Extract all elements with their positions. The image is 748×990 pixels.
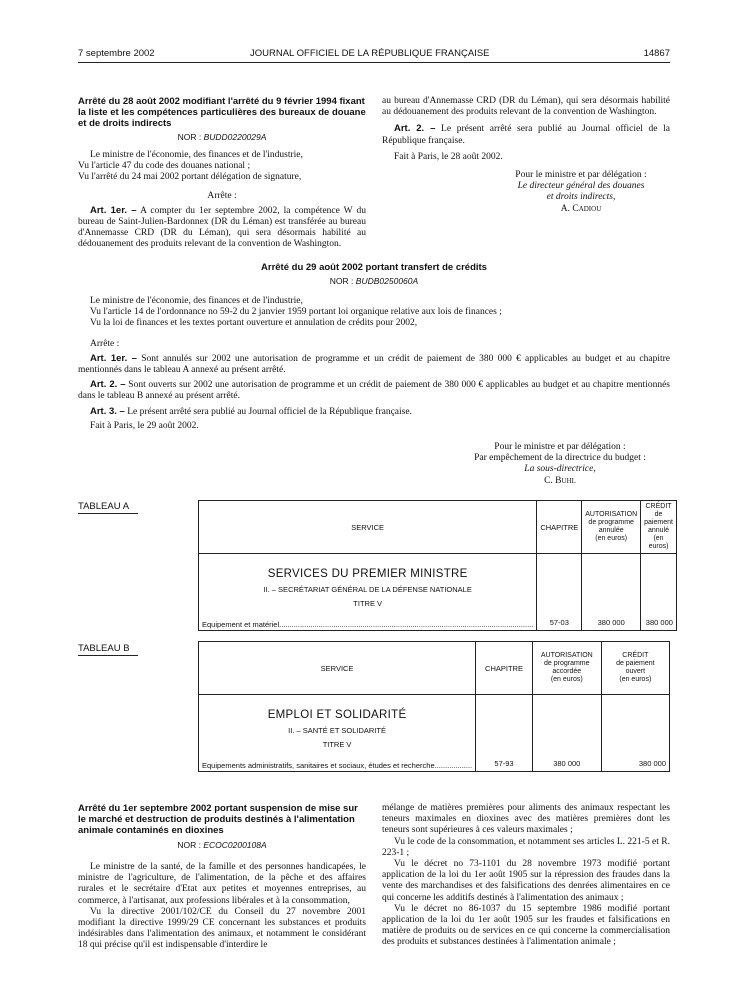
tableau-a-label: TABLEAU A	[78, 501, 130, 512]
tableau-a-cp-value: 380 000	[641, 554, 677, 631]
arrete3-col2-para-4: Vu le décret no 86-1037 du 15 septembre 1986 modifié portant application de la loi du 1er août 1905 sur les fraudes et falsifications en matière de produits ou de services en ce qui concerne la commercialisation des produits et substances destinées à l'alimentation animale ;	[382, 903, 670, 948]
header-rule	[78, 62, 670, 63]
header-page-number: 14867	[643, 48, 670, 59]
arrete1-article-1-continued: au bureau d'Annemasse CRD (DR du Léman), qui sera désormais habilité au dédouanement des produits relevant de la convention de Washington.	[382, 96, 670, 118]
header-journal: JOURNAL OFFICIEL DE LA RÉPUBLIQUE FRANÇAISE	[250, 48, 490, 59]
arrete3-col2-para-3: Vu le décret no 73-1101 du 28 novembre 1973 modifié portant application de la loi du 1er août 1905 sur la répression des fraudes dans la vente des marchandises et des falsifications des denrées alimentaires en ce qui concerne les additifs destinés à l'alimentation des animaux ;	[382, 859, 670, 903]
arrete1-signature: Pour le ministre et par délégation : Le directeur général des douanes et droits indirects, A. Cadiou	[515, 170, 647, 214]
tableau-a-section: II. – SECRÉTARIAT GÉNÉRAL DE LA DÉFENSE NATIONALE	[263, 585, 472, 594]
tableau-b-col-service: SERVICE	[199, 642, 476, 695]
tableau-b-label-rule	[78, 655, 138, 656]
tableau-a-row-label: Equipement et matériel..........................................................................................................................	[202, 620, 534, 629]
tableau-b-chapitre: 57-93	[476, 695, 533, 772]
arrete2-signature: Pour le ministre et par délégation : Par empêchement de la directrice du budget : La sous-directrice, C. Buhl	[474, 442, 646, 486]
arrete2-nor: NOR : BUDB0250060A	[329, 276, 419, 286]
arrete3-para-2: Vu la directive 2001/102/CE du Conseil du 27 novembre 2001 modifiant la directive 1999/29 CE concernant les substances et produits indésirables dans l'alimentation des animaux, et notamment le considérant 18 qui précise qu'il est indispensable d'interdire le	[78, 906, 366, 951]
arrete3-left-column	[78, 803, 366, 952]
header-date: 7 septembre 2002	[78, 48, 155, 59]
tableau-a-label-rule	[78, 513, 138, 514]
tableau-a-col-service: SERVICE	[199, 501, 537, 554]
arrete2-body: Le ministre de l'économie, des finances et de l'industrie, Vu l'article 14 de l'ordonnance no 59-2 du 2 janvier 1959 portant loi organique relative aux lois de finances ; Vu la loi de finances et les textes portant ouverture et annulation de crédits pour 2002, Arrête : Art. 1er. – Sont annulés sur 2002 une autorisation de programme et un crédit de paiement de 380 000 € applicables au budget et au chapitre mentionnés dans le tableau A annexé au présent arrêté. Art. 2. – Sont ouverts sur 2002 une autorisation de programme et un crédit de paiement de 380 000 € applicables au budget et au chapitre mentionnés dans le tableau B annexé au présent arrêté. Art. 3. – Le présent arrêté sera publié au Journal officiel de la République française. Fait à Paris, le 29 août 2002.	[78, 296, 671, 431]
tableau-b-ap-value: 380 000	[532, 695, 601, 772]
tableau-b-ministry: EMPLOI ET SOLIDARITÉ	[267, 709, 407, 721]
tableau-b	[198, 641, 670, 772]
arrete2-article-2: Art. 2. – Sont ouverts sur 2002 une autorisation de programme et un crédit de paiement de 380 000 € applicables au budget et au chapitre mentionnés dans le tableau B annexé au présent arrêté.	[78, 379, 670, 402]
arrete1-arrete-word: Arrête :	[207, 190, 237, 201]
arrete3-col2-para-2: Vu le code de la consommation, et notamment ses articles L. 221-5 et R. 223-1 ;	[382, 836, 670, 858]
arrete3-nor: NOR : ECOC0200108A	[177, 840, 267, 850]
tableau-b-titre: TITRE V	[322, 740, 352, 749]
tableau-b-section: II. – SANTÉ ET SOLIDARITÉ	[288, 726, 386, 735]
tableau-b-cp-value: 380 000	[601, 695, 669, 772]
tableau-a-titre: TITRE V	[353, 599, 383, 608]
tableau-a-ap-value: 380 000	[582, 554, 641, 631]
tableau-b-col-chapitre: CHAPITRE	[476, 642, 533, 695]
tableau-a-col-ap: AUTORISATION de programme annulée (en euros)	[582, 501, 641, 554]
tableau-b-label: TABLEAU B	[78, 643, 130, 654]
tableau-b-row-label: Equipements administratifs, sanitaires et sociaux, études et recherche..................	[202, 761, 473, 770]
arrete3-para-1: Le ministre de la santé, de la famille et des personnes handicapées, le ministre de l'agriculture, de l'alimentation, de la pêche et des affaires rurales et le secrétaire d'Etat aux petites et moyennes entreprises, au commerce, à l'artisanat, aux professions libérales et à la consommation,	[78, 862, 366, 906]
arrete1-visas: Le ministre de l'économie, des finances et de l'industrie, Vu l'article 47 du code des douanes national ; Vu l'arrêté du 24 mai 2002 portant délégation de signature,	[78, 150, 303, 183]
tableau-a-body-row	[199, 554, 677, 631]
tableau-b-col-cp: CRÉDIT de paiement ouvert (en euros)	[601, 642, 669, 695]
arrete1-title: Arrêté du 28 août 2002 modifiant l'arrêté du 9 février 1994 fixant la liste et les compétences particulières des bureaux de douane et de droits indirects	[78, 96, 366, 129]
arrete3-title: Arrêté du 1er septembre 2002 portant suspension de mise sur le marché et destruction de produits destinés à l'alimentation animale contaminés en dioxines	[78, 803, 358, 836]
arrete2-article-3: Art. 3. – Le présent arrêté sera publié au Journal officiel de la République française.	[90, 405, 412, 417]
tableau-b-body-row	[199, 695, 670, 772]
arrete1-article-2: Art. 2. – Le présent arrêté sera publié au Journal officiel de la République française.	[382, 123, 670, 146]
arrete1-left-column	[78, 96, 366, 250]
tableau-b-service-cell	[199, 695, 476, 772]
tableau-a	[198, 500, 677, 631]
arrete1-fait: Fait à Paris, le 28 août 2002.	[394, 151, 503, 162]
tableau-a-service-cell	[199, 554, 537, 631]
arrete3-preamble	[78, 862, 366, 952]
tableau-a-ministry: SERVICES DU PREMIER MINISTRE	[267, 568, 468, 580]
arrete1-article-1: Art. 1er. – A compter du 1er septembre 2002, la compétence W du bureau de Saint-Julien-Bardonnex (DR du Léman) est transférée au bureau d'Annemasse CRD (DR du Léman), qui sera désormais habilité au dédouanement des produits relevant de la convention de Washington.	[78, 204, 366, 250]
tableau-b-header-row	[199, 642, 670, 695]
tableau-a-col-chapitre: CHAPITRE	[537, 501, 582, 554]
tableau-a-header-row	[199, 501, 677, 554]
tableau-a-chapitre: 57-03	[537, 554, 582, 631]
arrete3-right-text	[382, 803, 670, 949]
arrete1-right-column	[382, 96, 670, 215]
arrete2-article-1: Art. 1er. – Sont annulés sur 2002 une autorisation de programme et un crédit de paiement de 380 000 € applicables au budget et au chapitre mentionnés dans le tableau A annexé au présent arrêté.	[78, 352, 671, 376]
arrete1-nor: NOR : BUDD0220029A	[177, 132, 267, 142]
arrete2-arrete-word: Arrête :	[90, 338, 120, 349]
arrete2-fait: Fait à Paris, le 29 août 2002.	[90, 420, 199, 431]
arrete3-col2-para-1: mélange de matières premières pour aliments des animaux respectant les teneurs maximales en dioxines avec des matières premières dont les teneurs sont supérieures à ces valeurs maximales ;	[382, 803, 670, 836]
tableau-a-col-cp: CRÉDIT de paiement annulé (en euros)	[641, 501, 677, 554]
arrete3-right-column	[382, 803, 670, 949]
arrete2-title: Arrêté du 29 août 2002 portant transfert de crédits	[261, 262, 487, 273]
tableau-b-col-ap: AUTORISATION de programme accordée (en euros)	[532, 642, 601, 695]
